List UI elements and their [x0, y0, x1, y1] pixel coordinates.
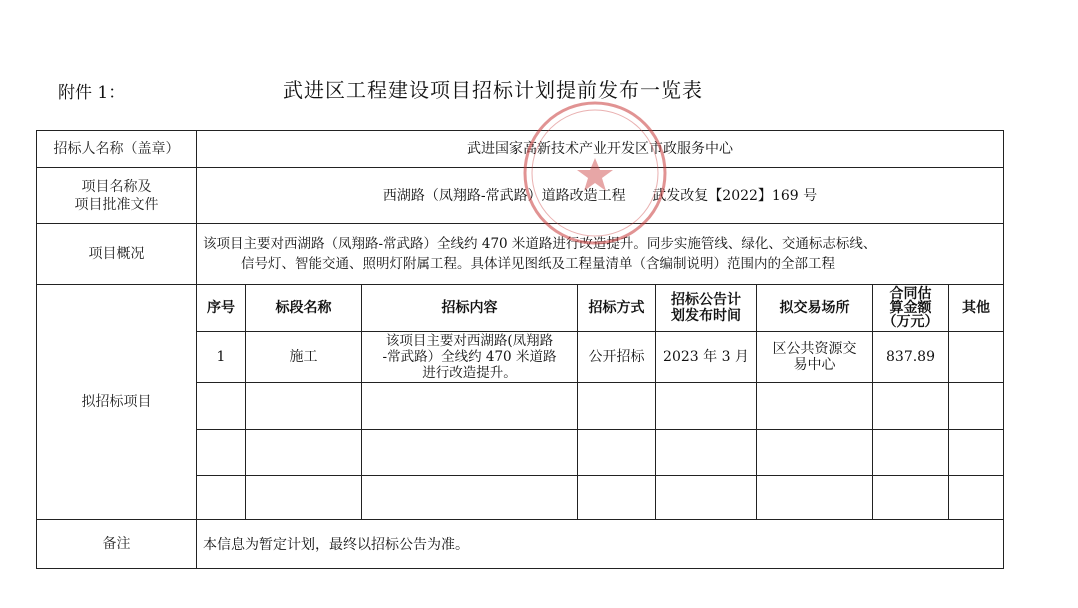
empty-table-cell	[245, 382, 362, 430]
empty-table-cell	[756, 475, 873, 520]
remark-value: 本信息为暂定计划，最终以招标公告为准。	[196, 519, 1004, 569]
empty-table-cell	[655, 429, 757, 476]
project-label-line-2: 项目批准文件	[74, 196, 159, 213]
empty-table-cell	[872, 429, 949, 476]
empty-table-cell	[655, 475, 757, 520]
col-header-time	[655, 284, 757, 332]
empty-table-cell	[196, 475, 246, 520]
col-header-content: 招标内容	[361, 284, 578, 332]
plan-label: 拟招标项目	[36, 284, 197, 520]
overview-line-2: 信号灯、智能交通、照明灯附属工程。具体详见图纸及工程量清单（含编制说明）范围内的全部工程	[241, 256, 835, 272]
project-value: 西湖路（凤翔路-常武路）道路改造工程 武发改复【2022】169 号	[196, 167, 1004, 224]
row1-place-line-1: 区公共资源交	[772, 341, 857, 357]
empty-table-cell	[872, 475, 949, 520]
empty-table-cell	[196, 429, 246, 476]
overview-value	[196, 223, 1004, 285]
empty-table-cell	[361, 382, 578, 430]
col-header-section: 标段名称	[245, 284, 362, 332]
row1-place	[756, 331, 873, 383]
col-header-amount-line-2: 算金额	[889, 300, 932, 316]
empty-table-cell	[196, 382, 246, 430]
empty-table-cell	[872, 382, 949, 430]
col-header-method: 招标方式	[577, 284, 656, 332]
empty-table-cell	[756, 382, 873, 430]
row1-amount: 837.89	[872, 331, 949, 383]
project-label	[36, 167, 197, 224]
row1-no: 1	[196, 331, 246, 383]
row1-other	[948, 331, 1004, 383]
empty-table-cell	[948, 429, 1004, 476]
row1-content	[361, 331, 578, 383]
remark-label: 备注	[36, 519, 197, 569]
empty-table-cell	[577, 429, 656, 476]
row1-time: 2023 年 3 月	[655, 331, 757, 383]
empty-table-cell	[361, 429, 578, 476]
empty-table-cell	[948, 475, 1004, 520]
document-title: 武进区工程建设项目招标计划提前发布一览表	[283, 78, 703, 102]
col-header-other: 其他	[948, 284, 1004, 332]
empty-table-cell	[948, 382, 1004, 430]
empty-table-cell	[756, 429, 873, 476]
attachment-label: 附件 1：	[58, 83, 126, 103]
col-header-no: 序号	[196, 284, 246, 332]
empty-table-cell	[577, 382, 656, 430]
col-header-amount	[872, 284, 949, 332]
overview-line-1: 该项目主要对西湖路（凤翔路-常武路）全线约 470 米道路进行改造提升。同步实施管线、绿化、交通标志标线、	[203, 236, 877, 252]
row1-method: 公开招标	[577, 331, 656, 383]
row1-content-line-1: 该项目主要对西湖路(凤翔路	[385, 333, 554, 349]
empty-table-cell	[655, 382, 757, 430]
tenderer-label: 招标人名称（盖章）	[36, 130, 197, 168]
col-header-amount-line-3: （万元）	[882, 314, 939, 330]
row1-content-line-3: 进行改造提升。	[422, 365, 517, 381]
empty-table-cell	[245, 429, 362, 476]
col-header-time-line-2: 划发布时间	[671, 308, 741, 324]
col-header-time-line-1: 招标公告计	[671, 292, 741, 308]
project-label-line-1: 项目名称及	[81, 178, 152, 195]
row1-section: 施工	[245, 331, 362, 383]
empty-table-cell	[361, 475, 578, 520]
overview-label: 项目概况	[36, 223, 197, 285]
empty-table-cell	[245, 475, 362, 520]
col-header-amount-line-1: 合同估	[889, 286, 932, 302]
empty-table-cell	[577, 475, 656, 520]
col-header-place: 拟交易场所	[756, 284, 873, 332]
row1-place-line-2: 易中心	[793, 357, 836, 373]
tenderer-value: 武进国家高新技术产业开发区市政服务中心	[196, 130, 1004, 168]
row1-content-line-2: -常武路）全线约 470 米道路	[382, 349, 557, 365]
